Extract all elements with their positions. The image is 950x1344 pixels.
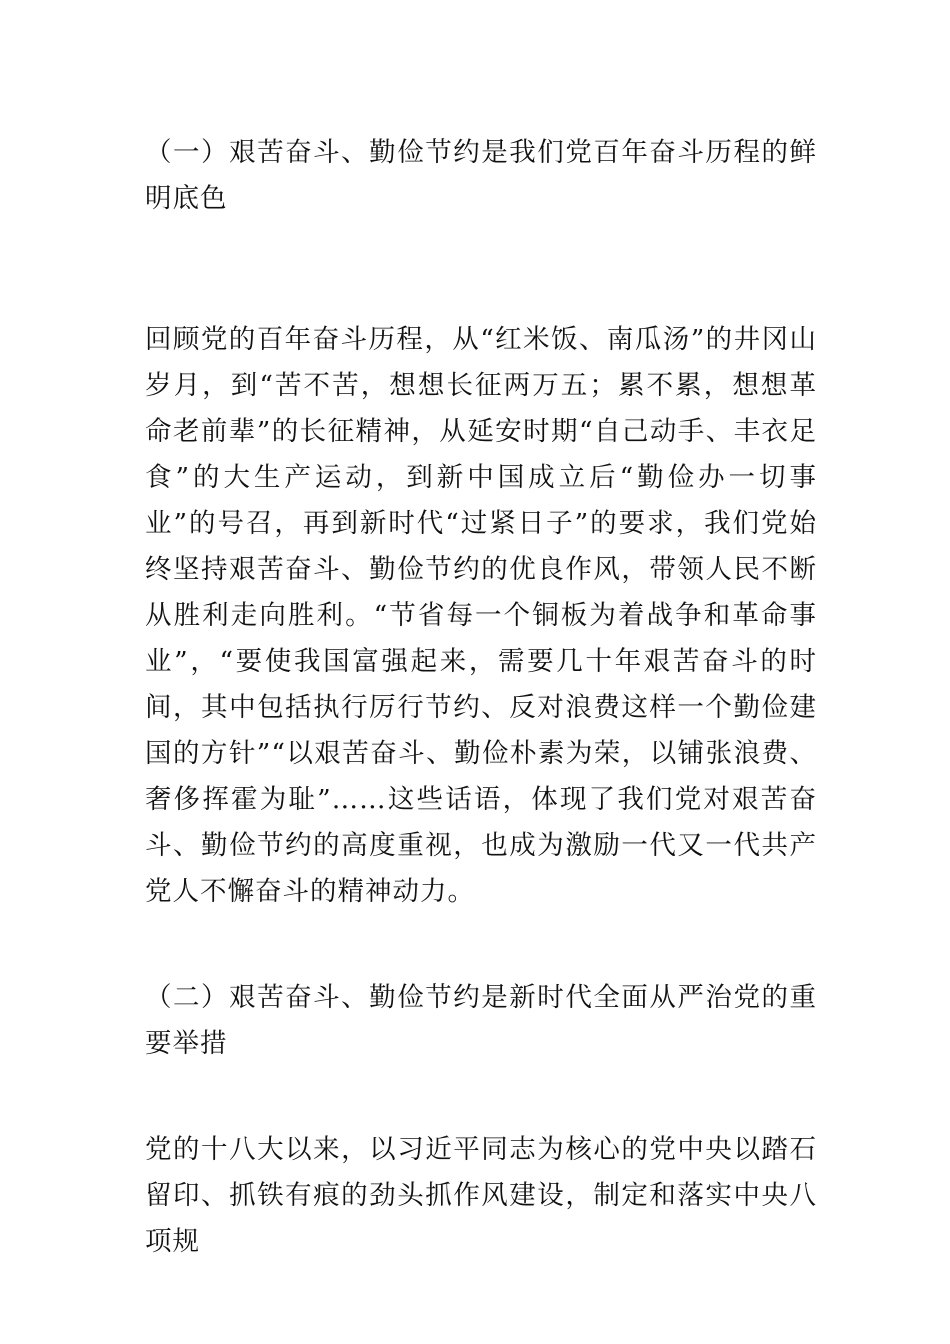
section-1-heading: （一）艰苦奋斗、勤俭节约是我们党百年奋斗历程的鲜明底色 — [145, 137, 817, 214]
section-2-heading: （二）艰苦奋斗、勤俭节约是新时代全面从严治党的重要举措 — [145, 982, 817, 1059]
section-1-paragraph: 回顾党的百年奋斗历程，从“红米饭、南瓜汤”的井冈山岁月，到“苦不苦，想想长征两万五；累不累，想想革命老前辈”的长征精神，从延安时期“自己动手、丰衣足食”的大生产运动，到新中国成立后“勤俭办一切事业”的号召，再到新时代“过紧日子”的要求，我们党始终坚持艰苦奋斗、勤俭节约的优良作风，带领人民不断从胜利走向胜利。“节省每一个铜板为着战争和革命事业”，“要使我国富强起来，需要几十年艰苦奋斗的时间，其中包括执行厉行节约、反对浪费这样一个勤俭建国的方针”“以艰苦奋斗、勤俭朴素为荣，以铺张浪费、奢侈挥霍为耻”……这些话语，体现了我们党对艰苦奋斗、勤俭节约的高度重视，也成为激励一代又一代共产党人不懈奋斗的精神动力。 — [145, 324, 817, 907]
section-2-paragraph: 党的十八大以来，以习近平同志为核心的党中央以踏石留印、抓铁有痕的劲头抓作风建设，制定和落实中央八项规 — [145, 1134, 817, 1257]
